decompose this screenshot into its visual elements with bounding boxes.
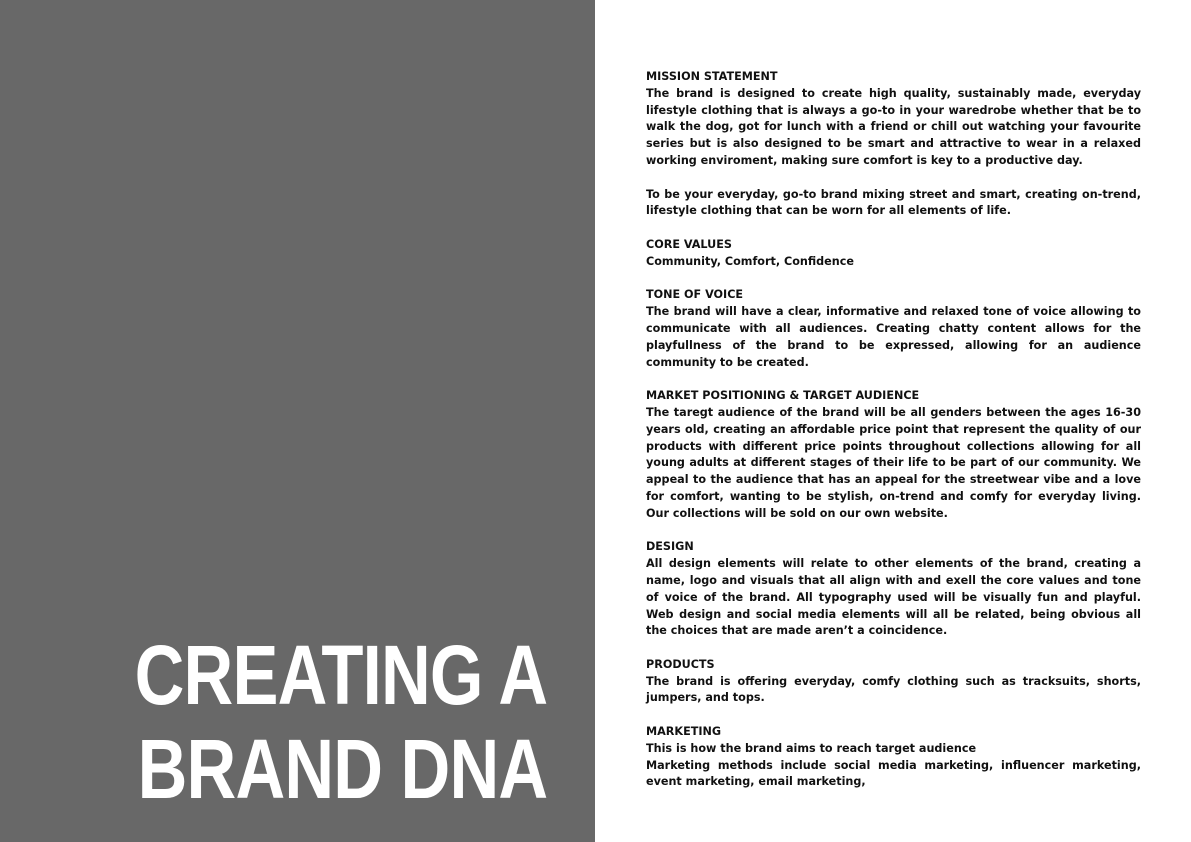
section-paragraph: Marketing methods include social media marketing, influencer marketing, event marketing, email marketing, [646,758,1141,789]
section-paragraph: The brand will have a clear, informative and relaxed tone of voice allowing to communicate with all audiences. Creating chatty content allows for the playfullness of the brand to be expressed, allowing for an audience community to be created. [646,305,1141,369]
section-products [646,657,1141,707]
section-heading: TONE OF VOICE [646,288,744,302]
content-column [646,69,1141,808]
section-paragraph: To be your everyday, go-to brand mixing street and smart, creating on-trend, lifestyle clothing that can be worn for all elements of life. [646,187,1141,218]
section-mission-statement [646,69,1141,220]
section-heading: MISSION STATEMENT [646,70,778,83]
section-tone-of-voice [646,287,1141,371]
section-core-values [646,237,1141,271]
section-heading: CORE VALUES [646,237,732,251]
section-heading: MARKET POSITIONING & TARGET AUDIENCE [646,389,920,403]
page-title [134,628,547,816]
section-paragraph: The brand is designed to create high quality, sustainably made, everyday lifestyle clothing that is always a go-to in your waredrobe whether that be to walk the dog, got for lunch with a friend or chill out watching your favourite series but is also designed to be smart and attractive to wear in a relaxed working enviroment, making sure comfort is key to a productive day. [646,86,1141,167]
section-paragraph: Community, Comfort, Confidence [646,254,854,268]
section-paragraph: All design elements will relate to other elements of the brand, creating a name, logo and visuals that all align with and exell the core values and tone of voice of the brand. All typography used will be visually fun and playful. Web design and social media elements will all be related, being obvious all the choices that are made aren’t a coincidence. [646,557,1141,638]
page-title-line-2: BRAND DNA [137,722,548,816]
section-heading: PRODUCTS [646,657,715,671]
section-market-positioning [646,388,1141,522]
title-panel [0,0,595,842]
page-title-line-1: CREATING A [134,628,547,722]
section-marketing [646,724,1141,791]
section-heading: MARKETING [646,725,722,739]
section-paragraph: The brand is offering everyday, comfy clothing such as tracksuits, shorts, jumpers, and tops. [646,674,1141,705]
section-paragraph: This is how the brand aims to reach target audience [646,741,977,755]
section-design [646,539,1141,640]
section-heading: DESIGN [646,540,694,554]
section-paragraph: The taregt audience of the brand will be all genders between the ages 16-30 years old, creating an affordable price point that represent the quality of our products with different price points throughout collections allowing for all young adults at different stages of their life to be part of our community. We appeal to the audience that has an appeal for the streetwear vibe and a love for comfort, wanting to be stylish, on-trend and comfy for everyday living. Our collections will be sold on our own website. [646,405,1141,520]
